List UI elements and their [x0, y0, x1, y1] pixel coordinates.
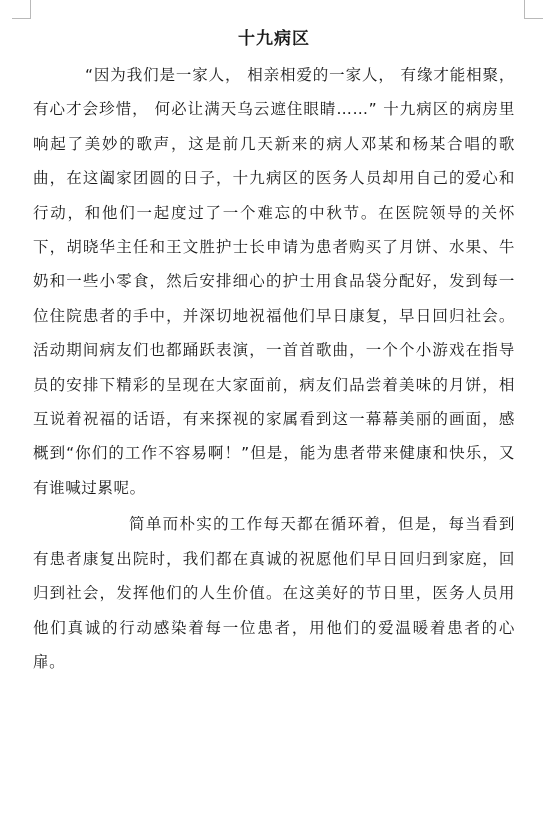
crop-mark-top-right — [524, 0, 543, 19]
document-title: 十九病区 — [238, 29, 310, 49]
document-body[interactable] — [33, 22, 515, 679]
paragraph-2: 简单而朴实的工作每天都在循环着，但是，每当看到有患者康复出院时，我们都在真诚的祝愿他们早日回归到家庭，回归到社会，发挥他们的人生价值。在这美好的节日里，医务人员用他们真诚的行动感染着每一位患者，用他们的爱温暖着患者的心扉。 — [33, 515, 515, 671]
paragraph-1: “因为我们是一家人， 相亲相爱的一家人， 有缘才能相聚， 有心才会珍惜， 何必让满天乌云遮住眼睛……” 十九病区的病房里响起了美妙的歌声，这是前几天新来的病人邓某和杨某合唱的歌曲，在这阖家团圆的日子，十九病区的医务人员却用自己的爱心和行动，和他们一起度过了一个难忘的中秋节。在医院领导的关怀下，胡晓华主任和王文胜护士长申请为患者购买了月饼、水果、牛奶和一些小零食，然后安排细心的护士用食品袋分配好，发到每一位住院患者的手中，并深切地祝福他们早日康复，早日回归社会。活动期间病友们也都踊跃表演，一首首歌曲，一个个小游戏在指导员的安排下精彩的呈现在大家面前，病友们品尝着美味的月饼，相互说着祝福的话语，有来探视的家属看到这一幕幕美丽的画面，感概到“你们的工作不容易啊！”但是，能为患者带来健康和快乐，又有谁喊过累呢。 — [33, 66, 515, 497]
crop-mark-top-left — [12, 0, 31, 19]
